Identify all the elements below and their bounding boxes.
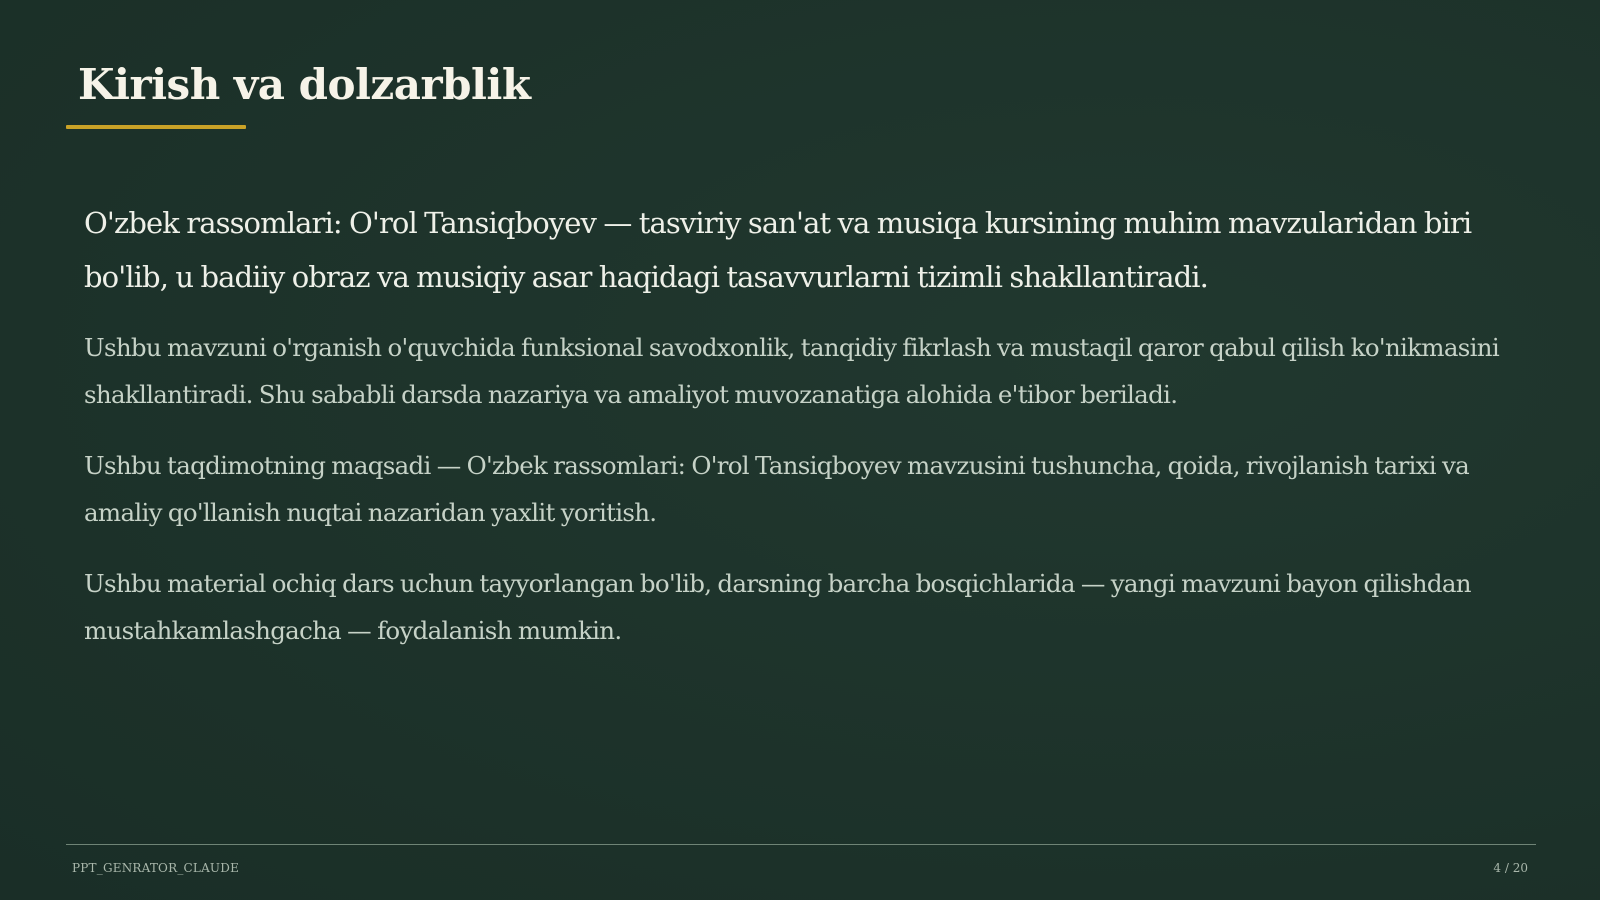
footer-divider bbox=[66, 844, 1536, 845]
page-indicator: 4 / 20 bbox=[1493, 861, 1528, 875]
slide-content bbox=[84, 196, 1524, 678]
lead-paragraph: O'zbek rassomlari: O'rol Tansiqboyev — tasviriy san'at va musiqa kursining muhim mavzularidan biri bo'lib, u badiiy obraz va musiqiy asar haqidagi tasavvurlarni tizimli shakllantiradi. bbox=[84, 206, 1472, 294]
body-paragraph-2: Ushbu taqdimotning maqsadi — O'zbek rassomlari: O'rol Tansiqboyev mavzusini tushuncha, qoida, rivojlanish tarixi va amaliy qo'llanish nuqtai nazaridan yaxlit yoritish. bbox=[84, 451, 1469, 527]
body-paragraph-1: Ushbu mavzuni o'rganish o'quvchida funksional savodxonlik, tanqidiy fikrlash va mustaqil qaror qabul qilish ko'nikmasini shakllantiradi. Shu sababli darsda nazariya va amaliyot muvozanatiga alohida e'tibor beriladi. bbox=[84, 333, 1499, 409]
title-underline bbox=[66, 125, 246, 129]
body-paragraph-3: Ushbu material ochiq dars uchun tayyorlangan bo'lib, darsning barcha bosqichlarida — yangi mavzuni bayon qilishdan mustahkamlashgacha — foydalanish mumkin. bbox=[84, 569, 1471, 645]
footer-brand: PPT_GENRATOR_CLAUDE bbox=[72, 861, 240, 875]
slide-title: Kirish va dolzarblik bbox=[78, 60, 531, 109]
